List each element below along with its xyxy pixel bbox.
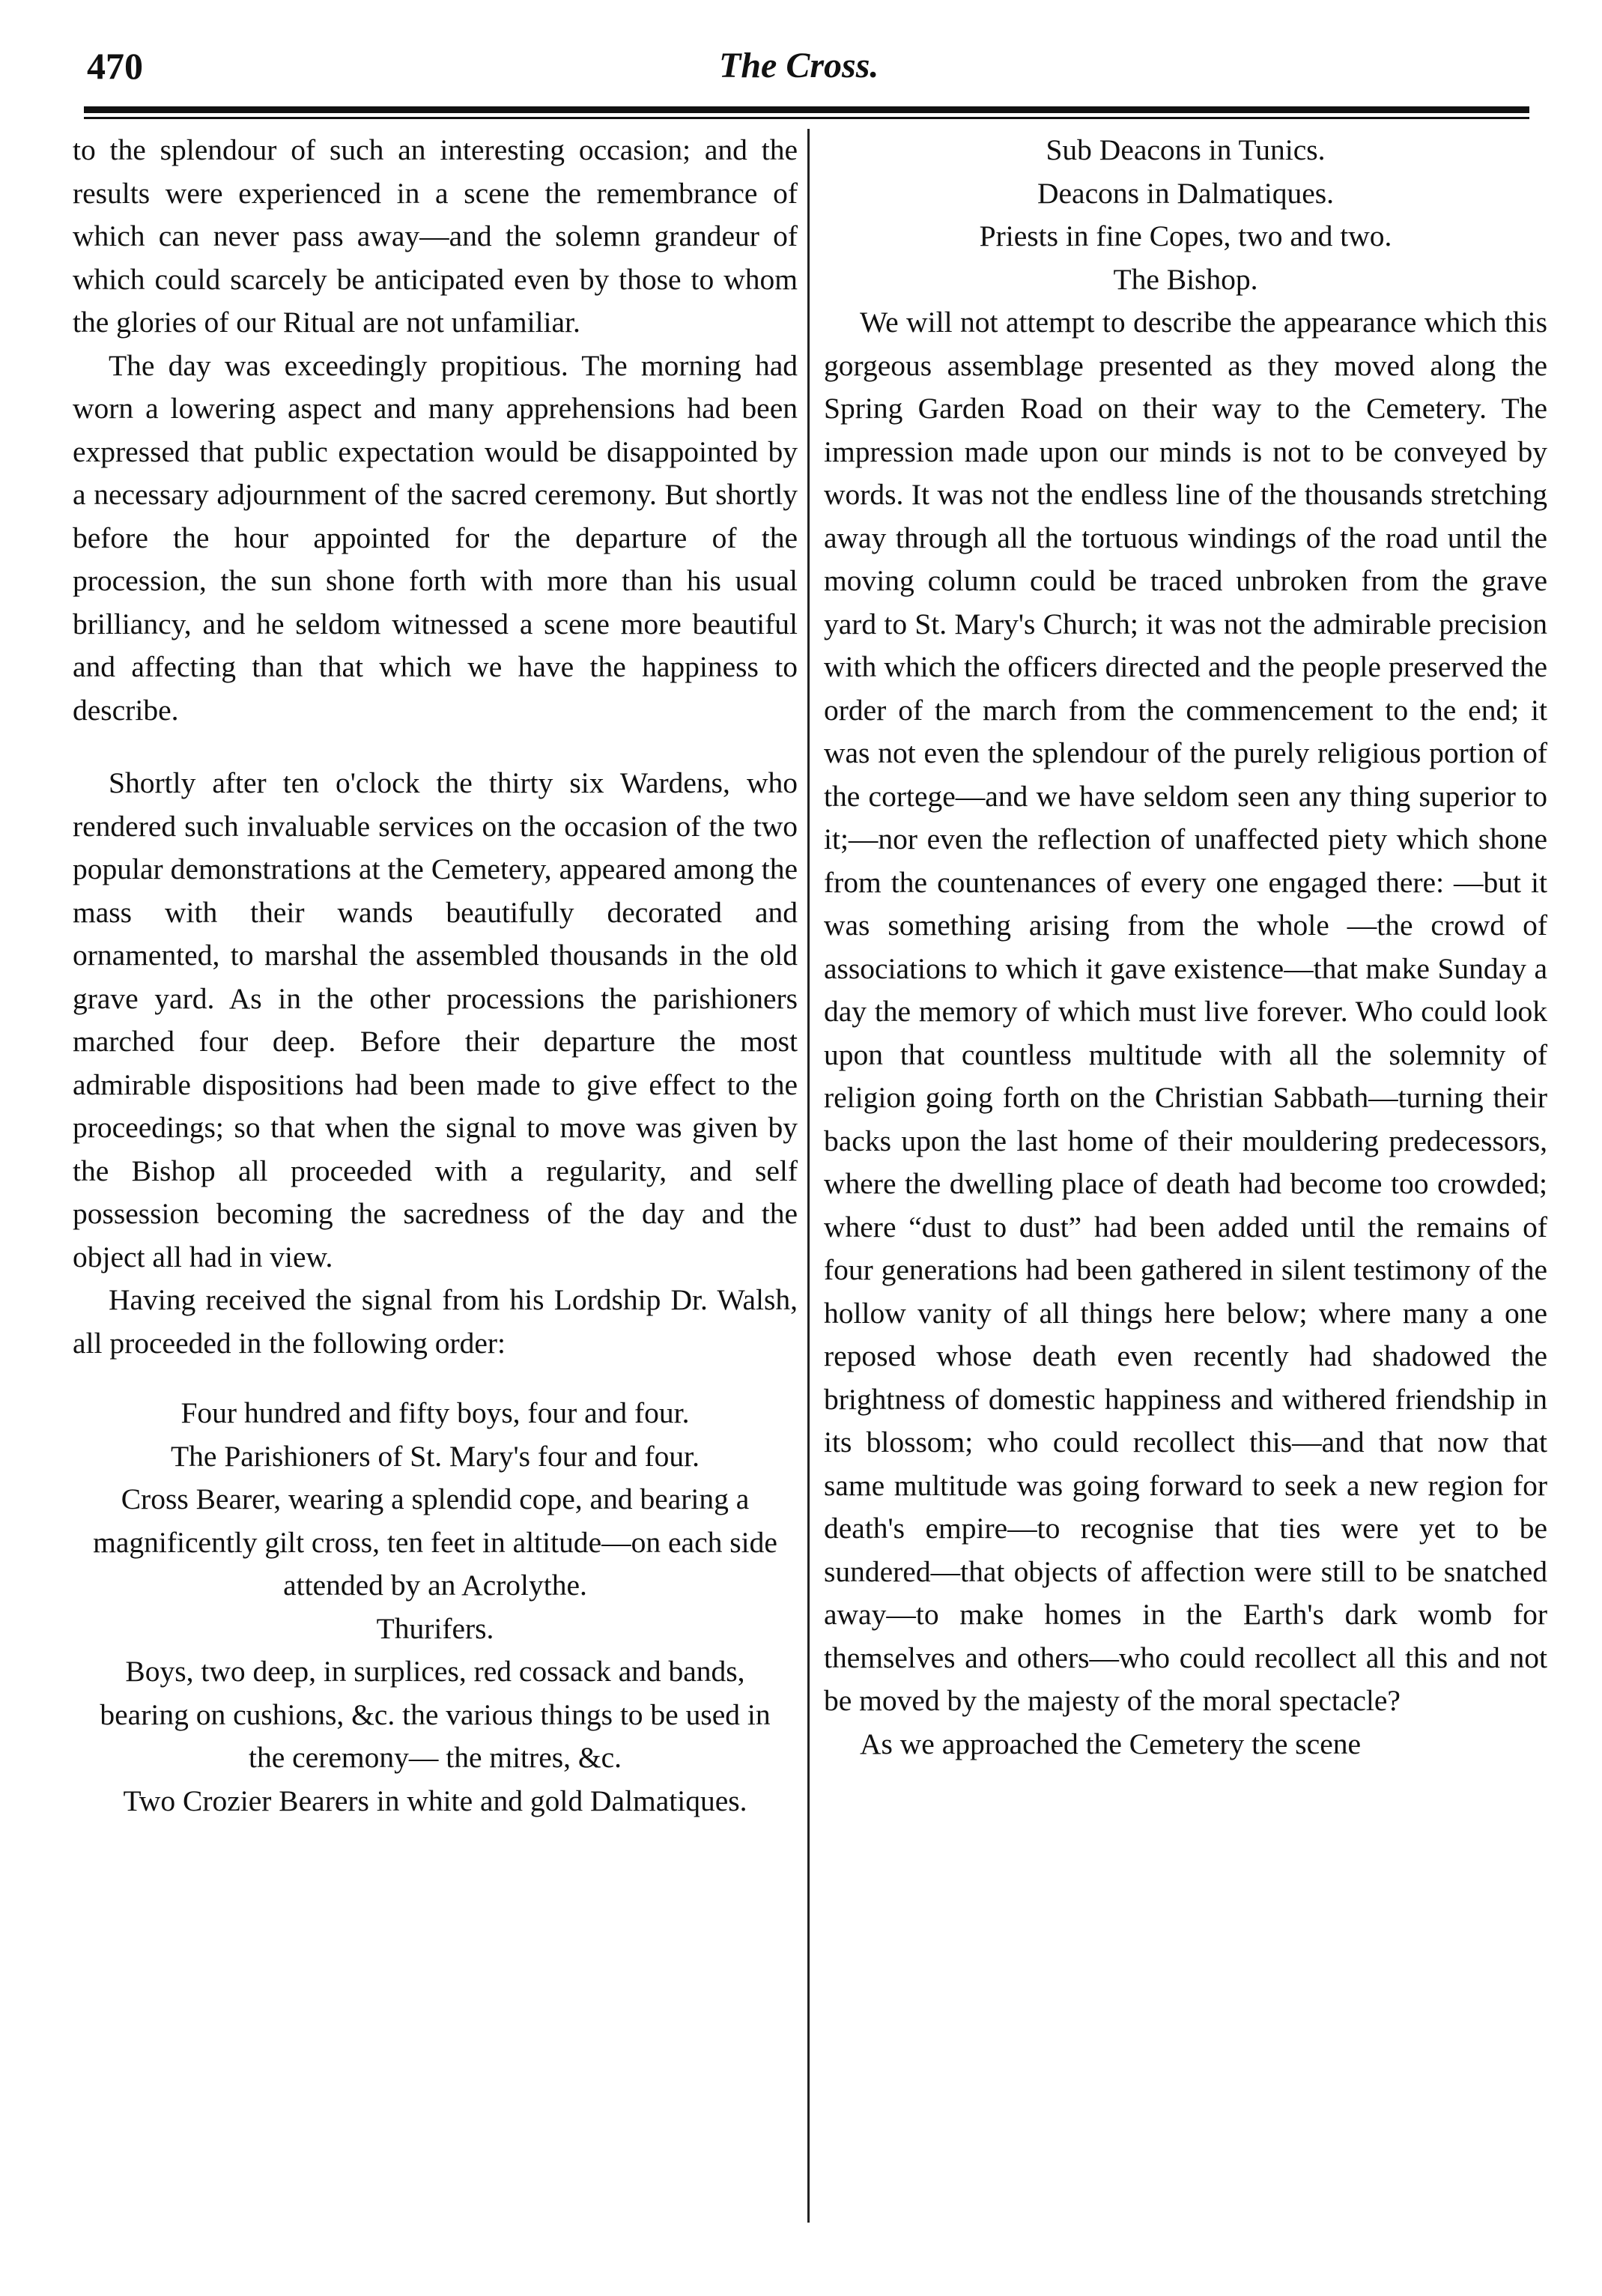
procession-item: Two Crozier Bearers in white and gold Dalmatiques.: [123, 1784, 747, 1817]
procession-item: Boys, two deep, in surplices, red cossack and bands, bearing on cushions, &c. the various things to be used in the ceremony— the mitres, &c.: [100, 1655, 771, 1774]
header-rule-thin: [84, 117, 1529, 119]
paragraph: The day was exceedingly propitious. The morning had worn a lowering aspect and many apprehensions had been expressed that public expectation would be disappointed by a necessary adjournment of the sacred ceremony. But shortly before the hour appointed for the departure of the procession, the sun shone forth with more than his usual brilliancy, and he seldom witnessed a scene more beautiful and affecting than that which we have the happiness to describe.: [73, 348, 798, 727]
left-column: [73, 129, 798, 1823]
column-divider: [807, 129, 810, 2223]
procession-order-list: [73, 1392, 798, 1823]
procession-order-list-continued: [824, 129, 1547, 301]
header-rule-thick: [84, 106, 1529, 113]
procession-item: Four hundred and fifty boys, four and four.: [180, 1396, 690, 1429]
procession-item: Priests in fine Copes, two and two.: [979, 219, 1392, 252]
procession-item: Deacons in Dalmatiques.: [1037, 176, 1334, 210]
running-title: The Cross.: [719, 46, 879, 85]
page-number: 470: [87, 45, 143, 87]
paragraph: We will not attempt to describe the appearance which this gorgeous assemblage presented as they moved along the Spring Garden Road on their way to the Cemetery. The impression made upon our minds is not to be conveyed by words. It was not the endless line of the thousands stretching away through all the tortuous windings of the road until the moving column could be traced unbroken from the grave yard to St. Mary's Church; it was not the admirable precision with which the officers directed and the people preserved the order of the march from the commencement to the end; it was not even the splendour of the purely religious portion of the cortege—and we have seldom seen any thing superior to it;—nor even the reflection of unaffected piety which shone from the countenances of every one engaged there: —but it was something arising from the whole —the crowd of associations to which it gave existence—that make Sunday a day the memory of which must live forever. Who could look upon that countless multitude with all the solemnity of religion going forth on the Christian Sabbath—turning their backs upon the last home of their mouldering predecessors, where the dwelling place of death had become too crowded; where “dust to dust” had been added until the remains of four generations had been gathered in silent testimony of the hollow vanity of all things here below; where many a one reposed whose death even recently had shadowed the brightness of domestic happiness and withered friendship in its blossom; who could recollect this—and that now that same multitude was going forward to seek a new region for death's empire—to recognise that ties were yet to be sundered—that objects of affection were still to be snatched away—to make homes in the Earth's dark womb for themselves and others—who could recollect all this and not be moved by the majesty of the moral spectacle?: [824, 306, 1547, 1717]
paragraph: Shortly after ten o'clock the thirty six Wardens, who rendered such invaluable services on the occasion of the two popular demonstrations at the Cemetery, appeared among the mass with their wands beautifully decorated and ornamented, to marshal the assembled thousands in the old grave yard. As in the other processions the parishioners marched four deep. Before their departure the most admirable dispositions had been made to give effect to the proceedings; so that when the signal to move was given by the Bishop all proceeded with a regularity, and self possession becoming the sacredness of the day and the object all had in view.: [73, 766, 798, 1273]
right-column: [824, 129, 1547, 1766]
paragraph: As we approached the Cemetery the scene: [860, 1727, 1362, 1760]
procession-item: Sub Deacons in Tunics.: [1046, 133, 1326, 166]
procession-item: Thurifers.: [376, 1611, 494, 1645]
paragraph: Having received the signal from his Lordship Dr. Walsh, all proceeded in the following order:: [73, 1283, 798, 1360]
procession-item: The Parishioners of St. Mary's four and four.: [171, 1439, 700, 1473]
procession-item: Cross Bearer, wearing a splendid cope, and bearing a magnificently gilt cross, ten feet in altitude—on each side attended by an Acrolythe.: [93, 1482, 777, 1602]
procession-item: The Bishop.: [1113, 262, 1258, 296]
paragraph: to the splendour of such an interesting occasion; and the results were experienced in a scene the remembrance of which can never pass away—and the solemn grandeur of which could scarcely be anticipated even by those to whom the glories of our Ritual are not unfamiliar.: [73, 133, 798, 339]
